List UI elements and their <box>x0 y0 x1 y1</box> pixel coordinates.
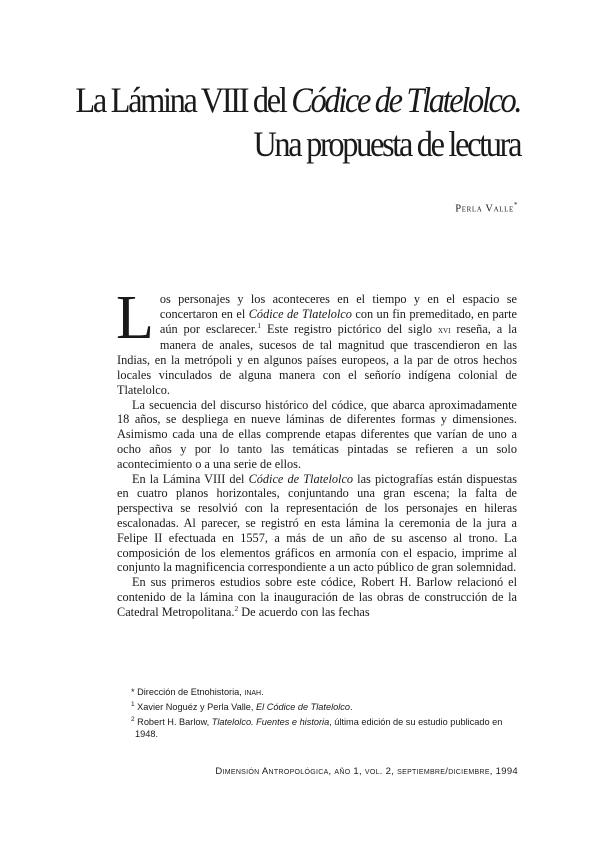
footnote-ref-1: 1 <box>257 320 262 330</box>
paragraph-1: Los personajes y los aconteceres en el tiempo y en el espacio se concertaron en el Códice de Tlatelolco con un fin premeditado, en parte aún por esclarecer.$^1$ Este registro pictórico del siglo xvi reseña, a la manera de anales, sucesos de tal magnitud que trascendieron en las Indias, en la metrópoli y en algunos países europeos, a la par de otros hechos locales vinculados de alguna manera con el señorío indígena colonial de Tlatelolco. <box>116 284 518 397</box>
title-prefix: La Lámina VIII del <box>75 80 292 120</box>
author-name: Perla Valle <box>455 203 514 215</box>
footnote-author: * Dirección de Etnohistoria, inah. <box>131 687 264 698</box>
author-byline <box>455 201 518 215</box>
footnotes <box>117 686 517 740</box>
footnote-ref-2: 2 <box>234 603 239 613</box>
drop-cap: L <box>116 284 154 352</box>
author-note-mark: * <box>513 201 518 209</box>
title-codex-name: Códice de Tlatelolco. <box>291 80 520 120</box>
title-line-2: Una propuesta de lectura <box>253 124 520 164</box>
paragraph-4: En sus primeros estudios sobre este códice, Robert H. Barlow relacionó el contenido de la lámina con la inauguración de las obras de construcción de la Catedral Metropolitana.$^2$ De acuerdo con las fechas <box>117 575 517 619</box>
article-body <box>116 284 518 620</box>
article-title <box>75 78 520 166</box>
paragraph-3: En la Lámina VIII del Códice de Tlatelolco las pictografías están dispuestas en cuatro planos horizontales, conjuntando una gran escena; la falta de perspectiva se resolvió con la representación de los personajes en hileras escalonadas. Al parecer, se registró en esta lámina la ceremonia de la jura a Felipe II efectuada en 1557, a más de un año de su ascenso al trono. La composición de los elementos gráficos en armonía con el espacio, imprime al conjunto la magnificencia correspondiente a un acto público de gran solemnidad. <box>117 471 517 575</box>
footnote-1: $^1$ Xavier Noguéz y Perla Valle, El Códice de Tlatelolco. <box>131 701 353 713</box>
footnote-2: $^2$ Robert H. Barlow, Tlatelolco. Fuentes e historia, última edición de su estudio publicado en 1948. <box>131 715 503 740</box>
title-line-1 <box>75 78 520 122</box>
paragraph-2: La secuencia del discurso histórico del códice, que abarca aproximadamente 18 años, se despliega en nueve láminas de diferentes formas y dimensiones. Asimismo cada una de ellas comprende etapas diferentes que varían de uno a ocho años y por lo tanto las temáticas pintadas se refieren a un solo acontecimiento o a una serie de ellos. <box>117 397 517 471</box>
running-footer: Dimensión Antropológica, año 1, vol. 2, septiembre/diciembre, 1994 <box>215 766 518 777</box>
